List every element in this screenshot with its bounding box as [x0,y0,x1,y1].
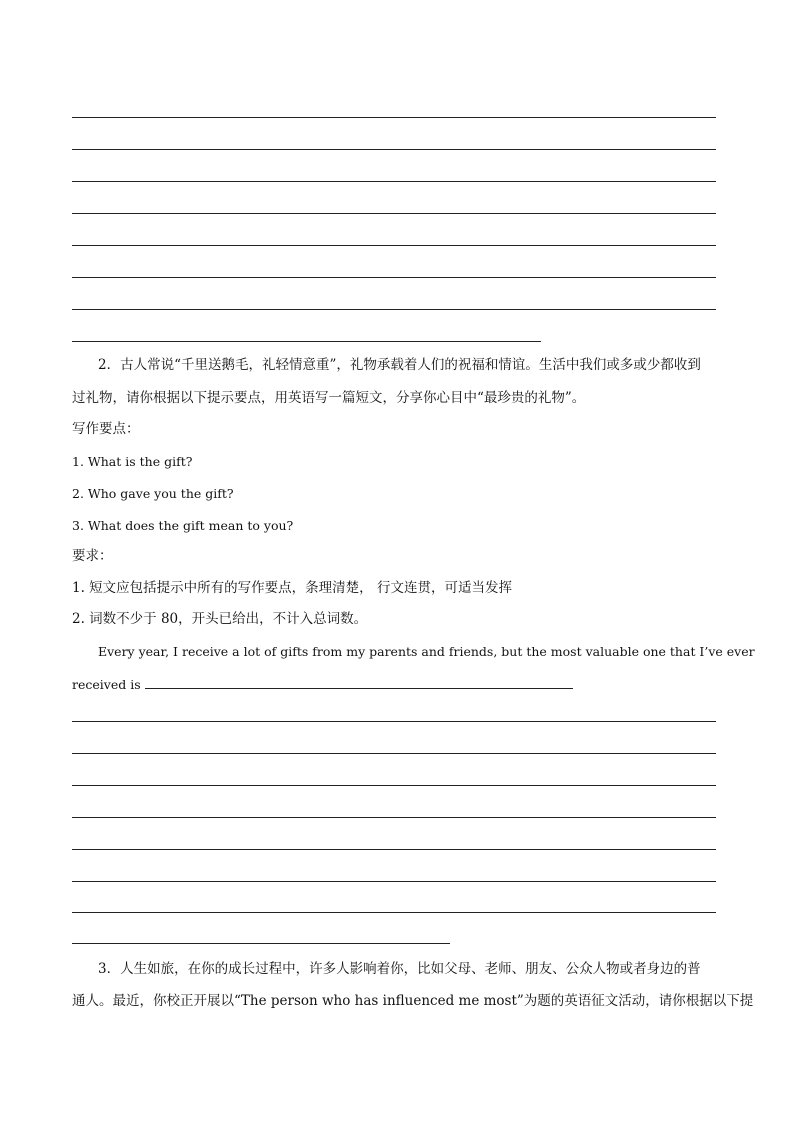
q2-paragraph-line-2: 过礼物，请你根据以下提示要点，用英语写一篇短文，分享你心目中“最珍贵的礼物”。 [72,390,586,406]
writing-line[interactable] [72,817,716,818]
writing-line[interactable] [72,181,716,182]
q2-point-3: 3. What does the gift mean to you? [72,518,294,533]
answer-blank[interactable] [145,676,573,689]
writing-line[interactable] [72,277,716,278]
q2-point-1: 1. What is the gift? [72,454,193,469]
writing-line[interactable] [72,245,716,246]
q2-requirement-2: 2. 词数不少于 80，开头已给出，不计入总词数。 [72,611,368,627]
writing-line-short[interactable] [72,943,450,944]
writing-line[interactable] [72,849,716,850]
writing-line[interactable] [72,881,716,882]
writing-line[interactable] [72,721,716,722]
writing-line[interactable] [72,213,716,214]
q2-requirements-heading: 要求： [72,548,113,564]
writing-line[interactable] [72,149,716,150]
writing-line[interactable] [72,309,716,310]
writing-line[interactable] [72,785,716,786]
q2-point-2: 2. Who gave you the gift? [72,486,234,501]
q2-points-heading: 写作要点： [72,421,140,437]
writing-line[interactable] [72,912,716,913]
q3-paragraph-line-2: 通人。最近，你校正开展以“The person who has influenced me most”为题的英语征文活动，请你根据以下提 [72,993,754,1009]
q3-paragraph-line-1: 3．人生如旅，在你的成长过程中，许多人影响着你，比如父母、老师、朋友、公众人物或者身边的普 [98,961,701,977]
q2-requirement-1: 1. 短文应包括提示中所有的写作要点，条理清楚， 行文连贯，可适当发挥 [72,580,512,596]
q2-starter-line-1: Every year, I receive a lot of gifts from my parents and friends, but the most valuable one that I’ve ever [98,644,755,659]
q2-starter-line-2 [72,676,732,694]
writing-line[interactable] [72,753,716,754]
writing-line-short[interactable] [72,341,541,342]
writing-line[interactable] [72,117,716,118]
q2-paragraph-line-1: 2．古人常说“千里送鹅毛，礼轻情意重”，礼物承载着人们的祝福和情谊。生活中我们或多或少都收到 [98,357,701,373]
q2-starter-text: received is [72,677,141,692]
